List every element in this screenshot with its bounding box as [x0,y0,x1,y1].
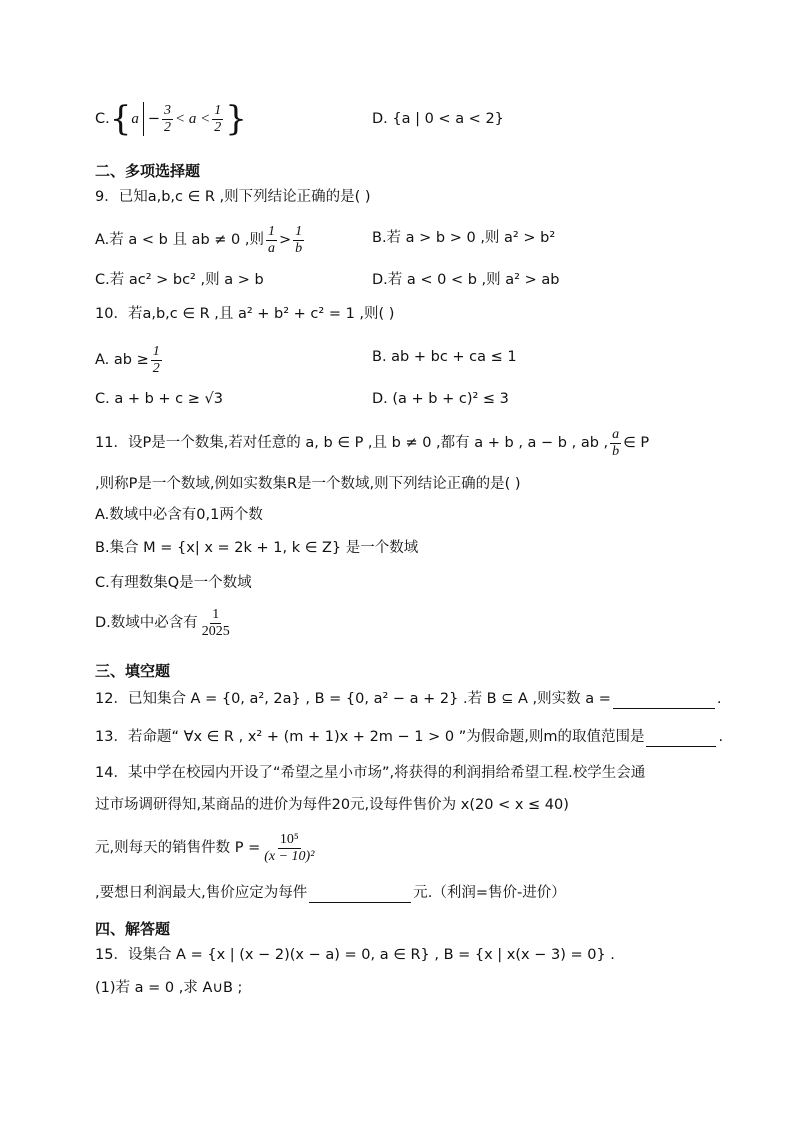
q15-stem: 15．设集合 A = {x | (x − 2)(x − a) = 0, a ∈ R} , B = {x | x(x − 3) = 0} . [95,947,615,963]
fraction-one-half: $\frac{1}{2}$ [214,102,222,135]
q10-option-b: B. ab + bc + ca ≤ 1 [372,349,517,365]
q10-option-d: D. (a + b + c)² ≤ 3 [372,391,509,407]
q8-option-d: D. {a | 0 < a < 2} [372,111,504,127]
q9-option-d: D.若 a < 0 < b ,则 a² > ab [372,272,560,288]
q9-option-a: A.若 a < b 且 ab ≠ 0 ,则 $\frac{1}{a}$ > $\frac{1}{b}$ [95,223,303,256]
q10-stem: 10．若a,b,c ∈ R ,且 a² + b² + c² = 1 ,则( ) [95,306,395,322]
section-heading-multi-choice: 二、多项选择题 [95,162,201,180]
q14-line3: 元,则每天的销售件数 P = $\frac{\text{10⁵}}{\text{(x − 10)²}}$ [95,831,315,864]
fraction-one-over-a: $\frac{1}{a}$ [267,223,275,256]
q11-stem: 11．设P是一个数集,若对任意的 a, b ∈ P ,且 b ≠ 0 ,都有 a + b , a − b , ab , $\frac{a}{b}$ ∈ P [95,426,650,459]
q15-part1: (1)若 a = 0 ,求 A∪B ; [95,980,243,996]
section-heading-fill-blank: 三、填空题 [95,662,171,680]
q14-line1: 14．某中学在校园内开设了“希望之星小市场”,将获得的利润捐给希望工程.校学生会通 [95,765,646,781]
fraction-one-over-2025: $\frac{1}{2025}$ [201,606,230,639]
section-heading-solutions: 四、解答题 [95,920,171,938]
q14-line2: 过市场调研得知,某商品的进价为每件20元,设每件售价为 x(20 < x ≤ 40) [95,797,569,813]
q8-option-c: C.{a − $\frac{3}{2}$ < a < $\frac{1}{2}$ } [95,99,247,139]
fraction-sales-formula: $\frac{\text{10⁵}}{\text{(x − 10)²}}$ [264,831,315,864]
answer-blank[interactable] [309,886,411,903]
right-brace: } [225,99,247,139]
fraction-one-half: $\frac{1}{2}$ [152,343,160,376]
q14-line4: ,要想日利润最大,售价应定为每件 元.（利润=售价-进价） [95,885,566,901]
q10-option-c: C. a + b + c ≥ √3 [95,391,223,407]
q10-option-a: A. ab ≥ $\frac{1}{2}$ [95,343,160,376]
q11-option-a: A.数域中必含有0,1两个数 [95,507,263,523]
left-brace: { [109,99,132,139]
q9-option-c: C.若 ac² > bc² ,则 a > b [95,272,264,288]
q12-text: 12．已知集合 A = {0, a², 2a} , B = {0, a² − a + 2} .若 B ⊆ A ,则实数 a = . [95,691,722,707]
q13-text: 13．若命题“ ∀x ∈ R , x² + (m + 1)x + 2m − 1 > 0 ”为假命题,则m的取值范围是 . [95,729,724,745]
fraction-three-halves: $\frac{3}{2}$ [164,102,172,135]
q11-option-b: B.集合 M = {x| x = 2k + 1, k ∈ Z} 是一个数域 [95,540,419,556]
q9-option-b: B.若 a > b > 0 ,则 a² > b² [372,230,556,246]
set-bar [143,102,144,136]
fraction-a-over-b: $\frac{a}{b}$ [612,426,620,459]
q11-stem-line2: ,则称P是一个数域,例如实数集R是一个数域,则下列结论正确的是( ) [95,476,521,492]
q9-stem: 9．已知a,b,c ∈ R ,则下列结论正确的是( ) [95,189,371,205]
fraction-one-over-b: $\frac{1}{b}$ [295,223,303,256]
answer-blank[interactable] [646,730,716,747]
answer-blank[interactable] [613,692,715,709]
q11-option-d: D.数域中必含有 $\frac{1}{2025}$ [95,606,230,639]
q11-option-c: C.有理数集Q是一个数域 [95,575,252,591]
